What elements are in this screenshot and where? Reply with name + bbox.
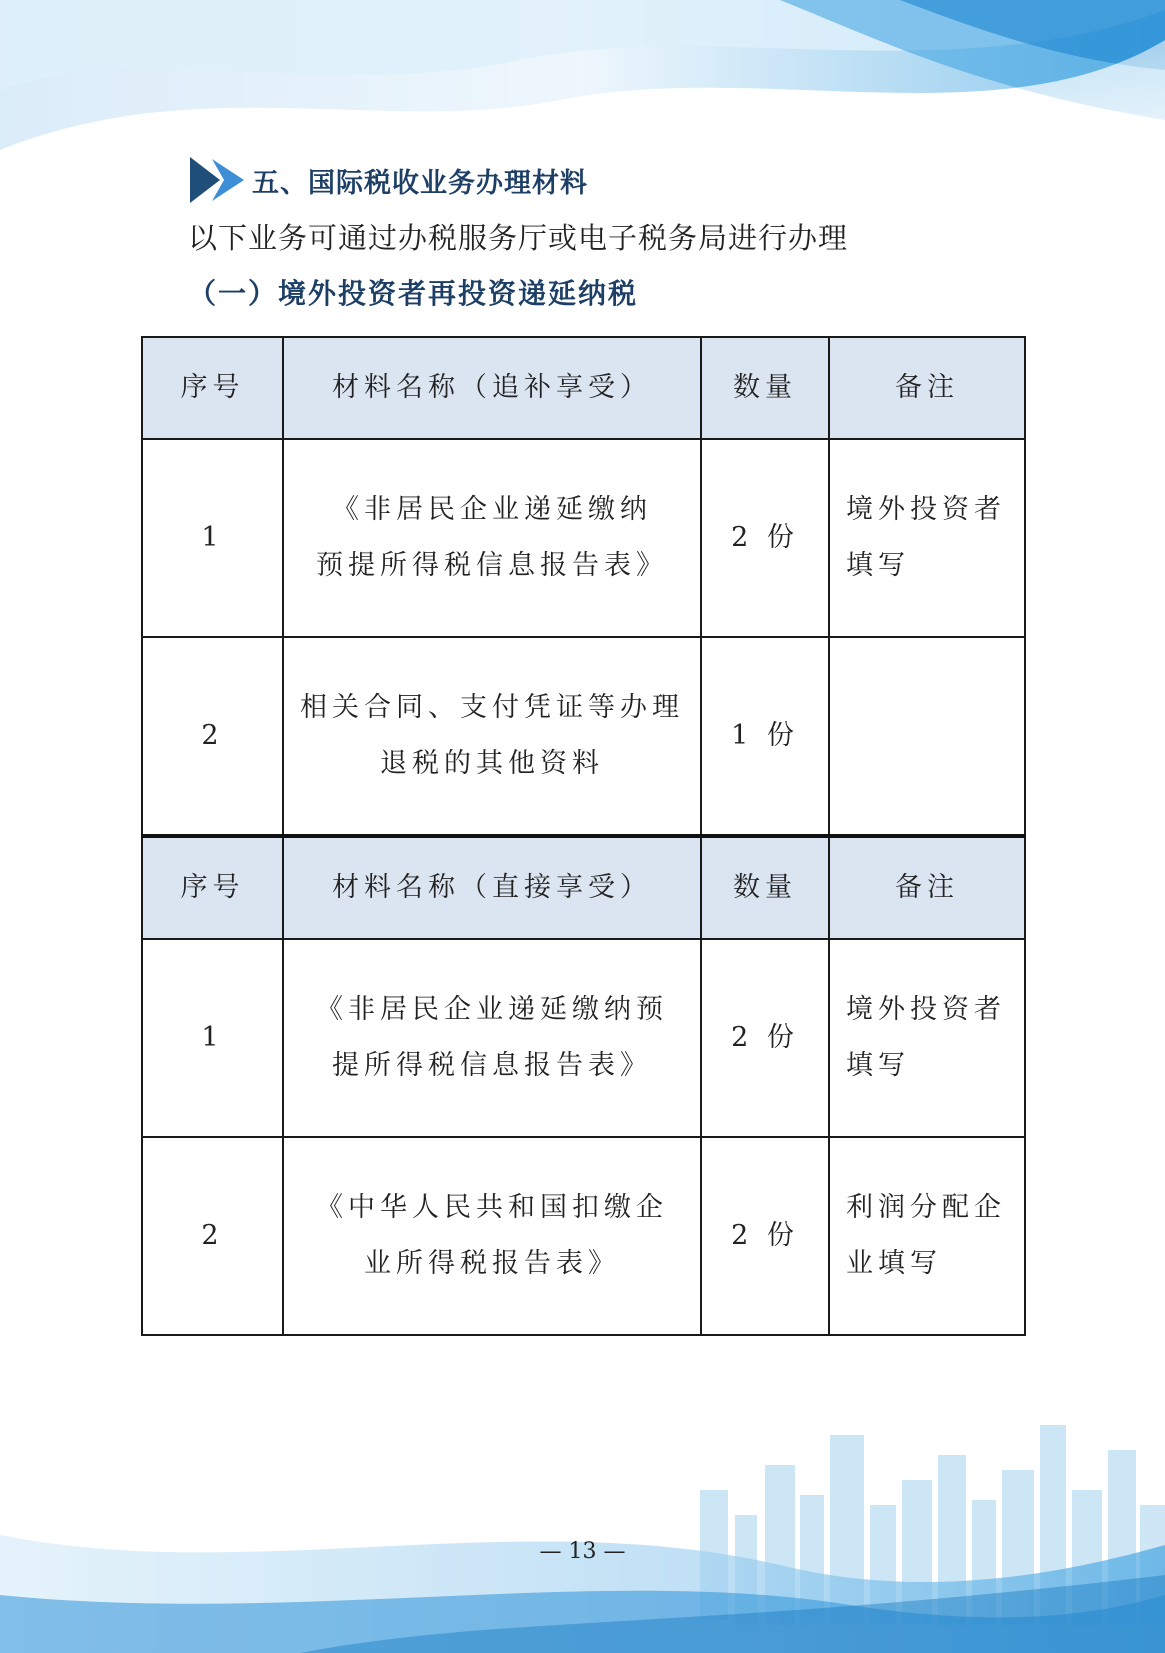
row-material-name <box>283 439 701 637</box>
header-cell-name: 材料名称（直接享受） <box>283 836 701 939</box>
material-name-line: 《中华人民共和国扣缴企 <box>316 1192 668 1223</box>
row-note <box>829 1137 1025 1335</box>
section-title: 五、国际税收业务办理材料 <box>252 167 588 199</box>
row-no: 1 <box>142 939 283 1137</box>
row-no: 2 <box>142 637 283 836</box>
double-chevron-arrow-icon <box>190 155 250 205</box>
material-name-line: 业所得税报告表》 <box>364 1248 620 1279</box>
header-cell-qty: 数量 <box>701 836 829 939</box>
row-qty: 2 份 <box>701 939 829 1137</box>
material-name-line: 《非居民企业递延缴纳预 <box>316 994 668 1025</box>
table-row <box>142 939 1025 1137</box>
table-header-row <box>142 836 1025 939</box>
row-no: 1 <box>142 439 283 637</box>
row-material-name <box>283 637 701 836</box>
note-line: 业填写 <box>846 1248 942 1279</box>
row-qty: 2 份 <box>701 1137 829 1335</box>
row-note <box>829 637 1025 836</box>
header-cell-qty: 数量 <box>701 337 829 439</box>
row-qty: 2 份 <box>701 439 829 637</box>
note-line: 填写 <box>846 1050 910 1081</box>
note-line: 利润分配企 <box>846 1192 1006 1223</box>
material-name-line: 退税的其他资料 <box>380 748 604 779</box>
header-cell-note: 备注 <box>829 836 1025 939</box>
material-name-line: 预提所得税信息报告表》 <box>316 550 668 581</box>
materials-table <box>141 336 1026 1336</box>
material-name-line: 《非居民企业递延缴纳 <box>332 494 652 525</box>
table-row <box>142 439 1025 637</box>
row-material-name <box>283 1137 701 1335</box>
row-note <box>829 439 1025 637</box>
row-note <box>829 939 1025 1137</box>
table-row <box>142 637 1025 836</box>
header-cell-note: 备注 <box>829 337 1025 439</box>
subsection-title: （一）境外投资者再投资递延纳税 <box>188 277 639 310</box>
bottom-city-decoration <box>0 1395 1165 1653</box>
note-line: 填写 <box>846 550 910 581</box>
table-header-row <box>142 337 1025 439</box>
material-name-line: 提所得税信息报告表》 <box>332 1050 652 1081</box>
material-name-line: 相关合同、支付凭证等办理 <box>300 692 684 723</box>
header-cell-no: 序号 <box>142 337 283 439</box>
row-qty: 1 份 <box>701 637 829 836</box>
page-number: — 13 — <box>539 1539 626 1564</box>
note-line: 境外投资者 <box>846 494 1006 525</box>
header-cell-name: 材料名称（追补享受） <box>283 337 701 439</box>
header-cell-no: 序号 <box>142 836 283 939</box>
section-heading <box>190 155 588 205</box>
table-row <box>142 1137 1025 1335</box>
note-line: 境外投资者 <box>846 994 1006 1025</box>
row-no: 2 <box>142 1137 283 1335</box>
row-material-name <box>283 939 701 1137</box>
intro-text: 以下业务可通过办税服务厅或电子税务局进行办理 <box>188 221 849 255</box>
